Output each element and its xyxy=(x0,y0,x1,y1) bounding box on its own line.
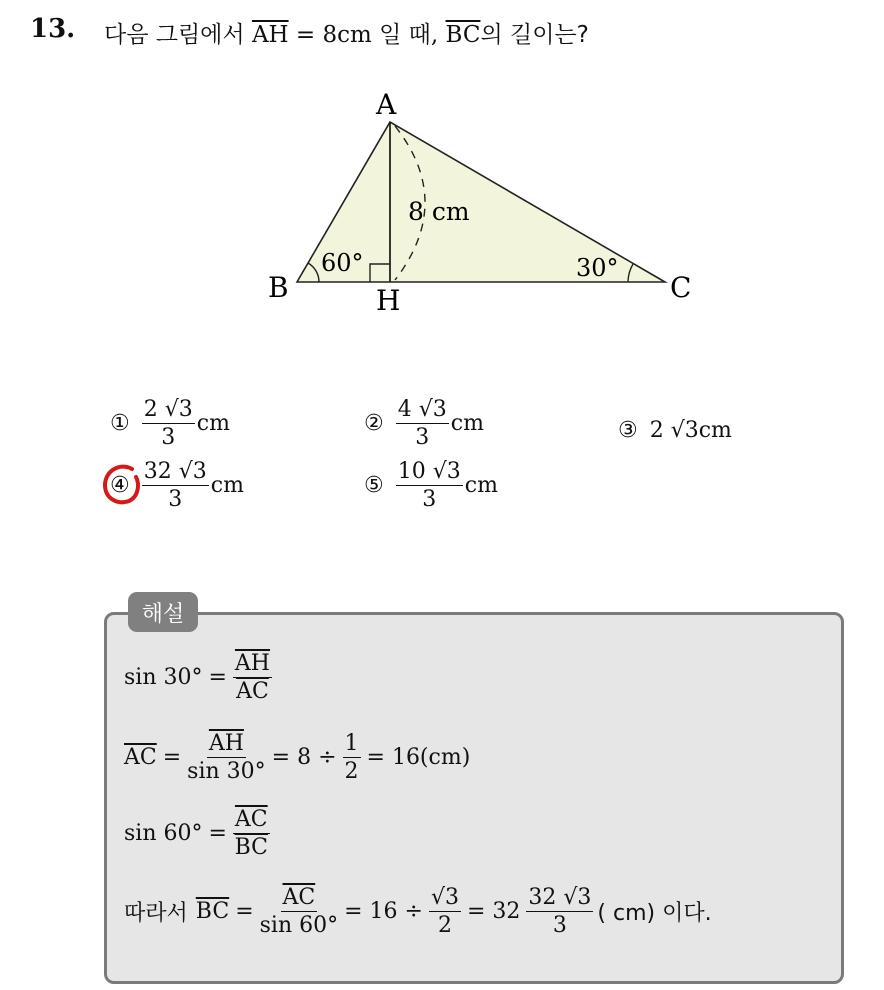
line3-fraction xyxy=(233,808,270,859)
line1-num: $\overline{AH}$ xyxy=(233,652,272,678)
line4-lhs: $\overline{BC}$ xyxy=(195,899,230,925)
line4-root-num: √3 xyxy=(429,886,461,912)
choice-3-text: 2 √3cm xyxy=(649,418,732,443)
line2-half-num: 1 xyxy=(343,732,361,758)
choice-2-denominator: 3 xyxy=(415,425,430,451)
line4-num: $\overline{AC}$ xyxy=(281,886,318,912)
line4-prefix: 따라서 xyxy=(124,901,188,927)
line1-den: AC xyxy=(236,679,269,705)
line1-eq: = xyxy=(208,665,227,691)
angle-b-label: 60° xyxy=(321,249,364,277)
choice-2-unit: cm xyxy=(450,411,484,437)
line4-fraction xyxy=(260,886,338,937)
choice-4-unit: cm xyxy=(210,473,244,499)
question-number: 13. xyxy=(30,14,76,44)
line4-final-fraction xyxy=(526,886,593,937)
line3-num: $\overline{AC}$ xyxy=(233,808,270,834)
choice-1-fraction xyxy=(142,398,195,449)
choice-3-marker: ③ xyxy=(618,418,638,443)
line3-den: BC xyxy=(234,835,268,861)
line4-eq: = xyxy=(235,899,254,925)
question-prefix: 다음 그림에서 xyxy=(104,22,245,48)
choice-5-marker: ⑤ xyxy=(364,473,384,499)
triangle-figure xyxy=(0,0,884,340)
line2-den: sin 30° xyxy=(187,759,266,785)
line4-mid: = 16 ÷ xyxy=(344,899,423,925)
solution-line-4 xyxy=(124,886,712,937)
choice-4-fraction xyxy=(142,460,209,511)
solution-line-1 xyxy=(124,652,272,703)
choice-5-unit: cm xyxy=(464,473,498,499)
solution-line-2 xyxy=(124,732,476,783)
solution-line-3 xyxy=(124,808,270,859)
segment-ah: $\overline{AH}$ xyxy=(251,22,289,48)
line3-eq: = xyxy=(208,821,227,847)
choice-5-numerator: 10 √3 xyxy=(396,460,463,486)
choice-1-denominator: 3 xyxy=(161,425,176,451)
line2-fraction xyxy=(187,732,265,783)
height-label: 8 cm xyxy=(408,197,470,226)
choice-1-marker: ① xyxy=(110,411,130,437)
line4-tail: ( cm) 이다. xyxy=(597,901,712,927)
choice-4-numerator: 32 √3 xyxy=(142,460,209,486)
choice-2-fraction xyxy=(396,398,449,449)
line4-final-den: 3 xyxy=(552,913,567,939)
label-b: B xyxy=(268,271,289,304)
line2-half-den: 2 xyxy=(344,759,359,785)
line2-num: $\overline{AH}$ xyxy=(207,732,246,758)
choice-4-marker: ④ xyxy=(110,473,130,499)
line1-fraction xyxy=(233,652,272,703)
line2-result: = 16(cm) xyxy=(366,745,471,771)
choice-5[interactable] xyxy=(364,460,498,511)
question-suffix: 의 길이는? xyxy=(480,22,589,48)
angle-c-label: 30° xyxy=(576,254,619,282)
line3-lhs: sin 60° xyxy=(124,821,203,847)
choice-4-denominator: 3 xyxy=(168,487,183,513)
answer-circle-mark xyxy=(102,463,142,507)
solution-tag: 해설 xyxy=(128,592,198,632)
line2-mid: = 8 ÷ xyxy=(271,745,337,771)
question-eq: = 8cm 일 때, xyxy=(295,22,439,48)
line2-half xyxy=(343,732,361,783)
line2-eq: = xyxy=(162,745,182,771)
choice-5-fraction xyxy=(396,460,463,511)
choice-2-marker: ② xyxy=(364,411,384,437)
line2-lhs: $\overline{AC}$ xyxy=(124,745,157,771)
label-c: C xyxy=(670,271,692,304)
choice-2-numerator: 4 √3 xyxy=(396,398,449,424)
label-a: A xyxy=(376,88,397,121)
line4-root-den: 2 xyxy=(437,913,452,939)
line4-root-fraction xyxy=(429,886,461,937)
choice-1-unit: cm xyxy=(196,411,230,437)
choice-1[interactable] xyxy=(110,398,230,449)
label-h: H xyxy=(376,284,401,317)
line4-den: sin 60° xyxy=(259,913,339,939)
choice-2[interactable] xyxy=(364,398,484,449)
choice-1-numerator: 2 √3 xyxy=(142,398,195,424)
choice-5-denominator: 3 xyxy=(422,487,437,513)
line4-final-num: 32 √3 xyxy=(526,886,593,912)
line1-lhs: sin 30° xyxy=(124,665,203,691)
choice-3[interactable] xyxy=(618,418,732,443)
segment-bc: $\overline{BC}$ xyxy=(445,22,481,48)
line4-eq2: = 32 xyxy=(466,899,521,925)
